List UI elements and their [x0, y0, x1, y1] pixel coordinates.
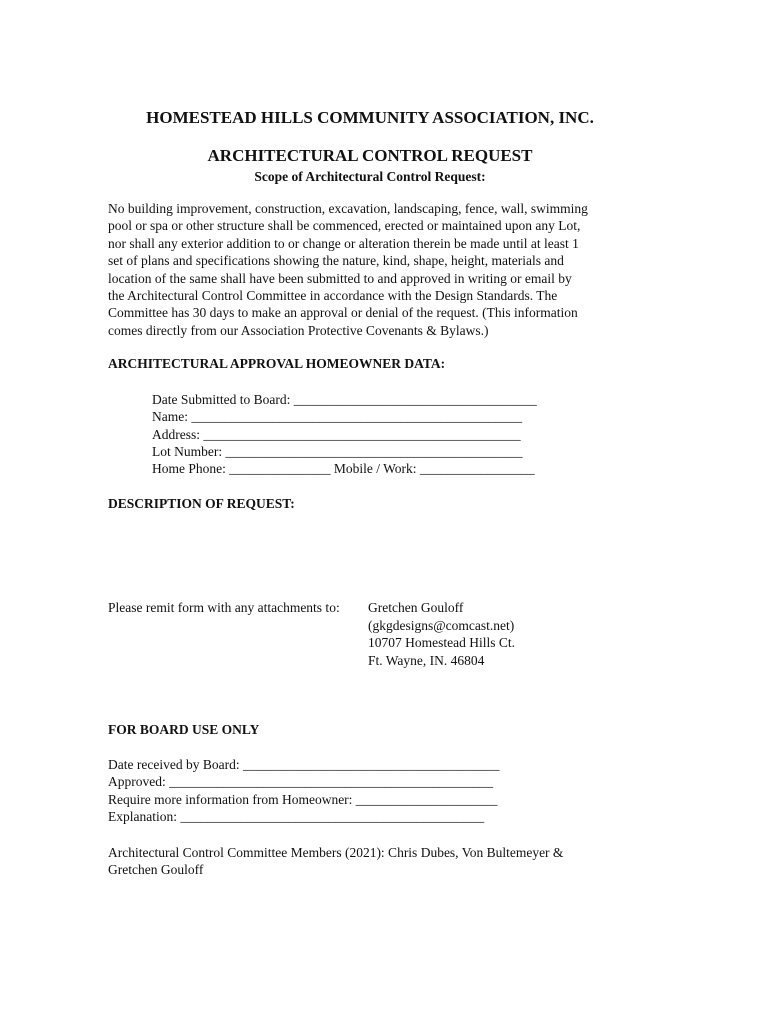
- date-submitted-field[interactable]: Date Submitted to Board: ____________________________________: [152, 392, 537, 407]
- scope-line: No building improvement, construction, excavation, landscaping, fence, wall, swimming: [108, 201, 588, 216]
- scope-paragraph: [108, 200, 638, 339]
- scope-line: location of the same shall have been submitted to and approved in writing or email by: [108, 270, 572, 286]
- scope-heading: Scope of Architectural Control Request:: [254, 169, 486, 184]
- name-field[interactable]: Name: _________________________________________________: [152, 409, 523, 424]
- form-title: ARCHITECTURAL CONTROL REQUEST: [207, 146, 533, 165]
- remit-city: Ft. Wayne, IN. 46804: [368, 653, 485, 668]
- address-field[interactable]: Address: _______________________________________________: [152, 427, 521, 442]
- more-info-field[interactable]: Require more information from Homeowner: _____________________: [108, 792, 498, 807]
- homeowner-data-heading: ARCHITECTURAL APPROVAL HOMEOWNER DATA:: [108, 356, 446, 371]
- scope-line: Committee has 30 days to make an approval or denial of the request. (This information: [108, 305, 578, 321]
- scope-line: pool or spa or other structure shall be commenced, erected or maintained upon any Lot,: [108, 218, 581, 234]
- remit-street: 10707 Homestead Hills Ct.: [368, 635, 515, 650]
- lot-number-field[interactable]: Lot Number: ____________________________________________: [152, 444, 523, 459]
- remit-name: Gretchen Gouloff: [368, 600, 464, 615]
- approved-field[interactable]: Approved: ________________________________________________: [108, 774, 494, 789]
- date-received-field[interactable]: Date received by Board: ______________________________________: [108, 757, 500, 772]
- scope-line: the Architectural Control Committee in accordance with the Design Standards. The: [108, 288, 558, 304]
- remit-email: (gkgdesigns@comcast.net): [368, 618, 515, 633]
- explanation-field[interactable]: Explanation: _____________________________________________: [108, 809, 485, 824]
- scope-line: comes directly from our Association Protective Covenants & Bylaws.): [108, 322, 489, 338]
- association-title: HOMESTEAD HILLS COMMUNITY ASSOCIATION, INC.: [146, 108, 594, 127]
- board-use-heading: FOR BOARD USE ONLY: [108, 722, 260, 737]
- scope-line: nor shall any exterior addition to or change or alteration therein be made until at least 1: [108, 235, 579, 251]
- description-heading: DESCRIPTION OF REQUEST:: [108, 496, 295, 511]
- scope-line: set of plans and specifications showing the nature, kind, shape, height, materials and: [108, 253, 564, 269]
- committee-members-line: Architectural Control Committee Members (2021): Chris Dubes, Von Bultemeyer &: [108, 845, 564, 860]
- committee-members-line: Gretchen Gouloff: [108, 862, 204, 877]
- phone-fields[interactable]: Home Phone: _______________ Mobile / Work: _________________: [152, 461, 535, 476]
- remit-label: Please remit form with any attachments to:: [108, 600, 340, 615]
